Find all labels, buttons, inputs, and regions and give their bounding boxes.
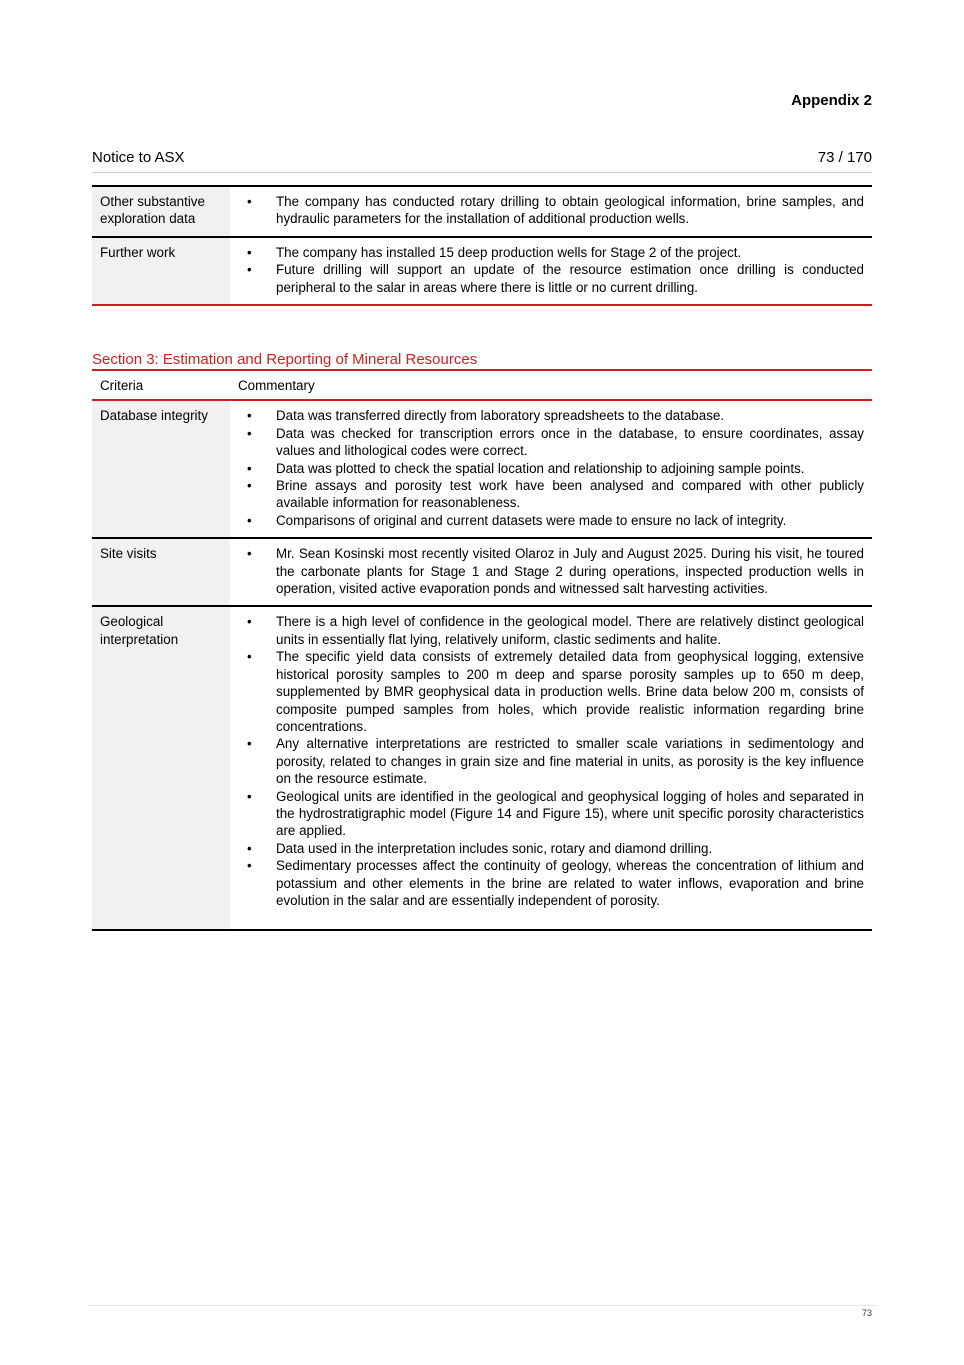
column-header-commentary: Commentary xyxy=(230,370,872,400)
list-item: • There is a high level of confidence in the geological model. There are relatively distinct geological units in essentially flat lying, relatively uniform, clastic sediments and halite. xyxy=(238,613,864,648)
list-item: • Comparisons of original and current datasets were made to ensure no lack of integrity. xyxy=(238,512,864,529)
criteria-cell: Further work xyxy=(92,237,230,305)
criteria-cell: Database integrity xyxy=(92,400,230,538)
criteria-cell: Geological interpretation xyxy=(92,606,230,930)
table-row xyxy=(92,400,872,538)
list-item: • Data used in the interpretation includes sonic, rotary and diamond drilling. xyxy=(238,840,864,857)
page-counter: 73 / 170 xyxy=(817,149,872,166)
page-header xyxy=(92,148,872,173)
commentary-cell xyxy=(230,400,872,538)
list-item: • The company has conducted rotary drilling to obtain geological information, brine samples, and hydraulic parameters for the installation of additional production wells. xyxy=(238,193,864,228)
list-item: • Geological units are identified in the geological and geophysical logging of holes and separated in the hydrostratigraphic model (Figure 14 and Figure 15), where unit specific porosity characteristics are applied. xyxy=(238,788,864,840)
list-item: • Brine assays and porosity test work have been analysed and compared with other publicly available information for reasonableness. xyxy=(238,477,864,512)
section-title: Section 3: Estimation and Reporting of Mineral Resources xyxy=(92,351,478,368)
page-number: 73 xyxy=(861,1308,872,1318)
list-item: • Data was transferred directly from laboratory spreadsheets to the database. xyxy=(238,407,864,424)
criteria-cell: Other substantive exploration data xyxy=(92,186,230,237)
commentary-cell xyxy=(230,186,872,237)
list-item: • Future drilling will support an update of the resource estimation once drilling is conducted peripheral to the salar in areas where there is little or no current drilling. xyxy=(238,261,864,296)
column-header-criteria: Criteria xyxy=(92,370,230,400)
table-row xyxy=(92,606,872,930)
table-header-row xyxy=(92,370,872,400)
table-row xyxy=(92,538,872,606)
commentary-cell xyxy=(230,538,872,606)
list-item: • Data was checked for transcription errors once in the database, to ensure coordinates, assay values and lithological codes were correct. xyxy=(238,425,864,460)
commentary-cell xyxy=(230,606,872,930)
list-item: • Mr. Sean Kosinski most recently visited Olaroz in July and August 2025. During his visit, he toured the carbonate plants for Stage 1 and Stage 2 during operations, inspected production wells in operation, visited active evaporation ponds and witnessed salt harvesting activities. xyxy=(238,545,864,597)
table-row xyxy=(92,186,872,237)
exploration-table xyxy=(92,185,872,306)
list-item: • The specific yield data consists of extremely detailed data from geophysical logging, extensive historical porosity samples to 200 m deep and sparse porosity samples up to 650 m deep, supplemented by BMR geophysical data in production wells. Brine data below 200 m, consists of composite pumped samples from holes, which provide realistic information regarding brine concentrations. xyxy=(238,648,864,735)
criteria-cell: Site visits xyxy=(92,538,230,606)
list-item: • Sedimentary processes affect the continuity of geology, whereas the concentration of lithium and potassium and other elements in the brine are related to water inflows, evaporation and brine evolution in the salar and are essentially independent of porosity. xyxy=(238,857,864,909)
appendix-label: Appendix 2 xyxy=(791,92,872,109)
list-item: • The company has installed 15 deep production wells for Stage 2 of the project. xyxy=(238,244,864,261)
list-item: • Any alternative interpretations are restricted to smaller scale variations in sedimentology and porosity, related to changes in grain size and fine material in units, as porosity is the key influence on the resource estimate. xyxy=(238,735,864,787)
commentary-cell xyxy=(230,237,872,305)
mineral-resources-table xyxy=(92,369,872,931)
list-item: • Data was plotted to check the spatial location and relationship to adjoining sample points. xyxy=(238,460,864,477)
table-row xyxy=(92,237,872,305)
footer-divider xyxy=(88,1305,876,1306)
document-title: Notice to ASX xyxy=(92,149,185,166)
